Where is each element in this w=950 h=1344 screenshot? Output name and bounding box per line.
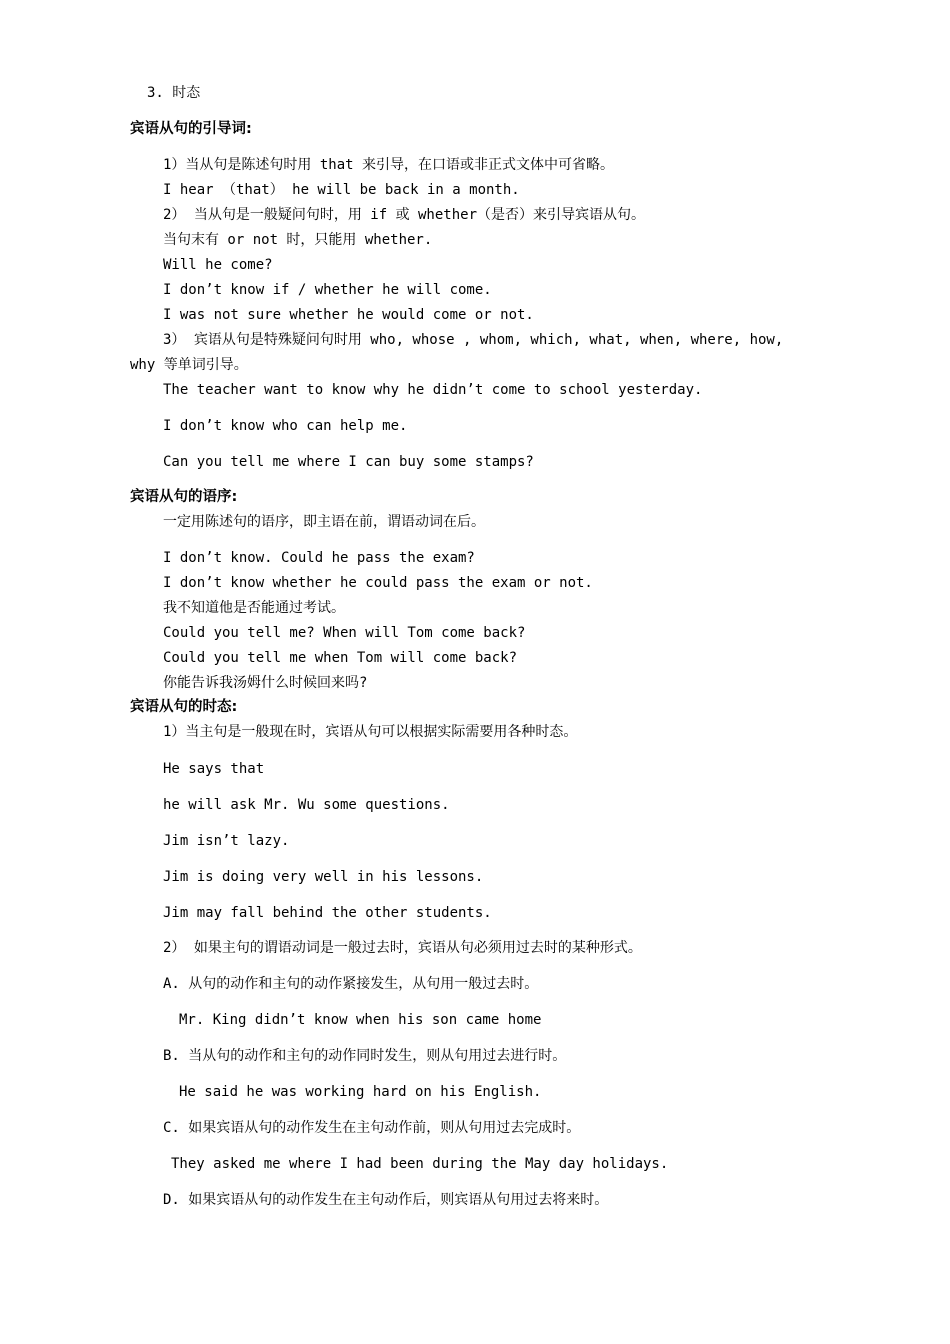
- text-line: A. 从句的动作和主句的动作紧接发生，从句用一般过去时。: [163, 976, 539, 992]
- example-line: They asked me where I had been during the May day holidays.: [171, 1156, 669, 1172]
- text-line: 3） 宾语从句是特殊疑问句时用 who, whose , whom, which, what, when, where, how,: [163, 332, 784, 348]
- heading-connectives: 宾语从句的引导词:: [130, 121, 252, 137]
- example-line: I don’t know if / whether he will come.: [163, 282, 492, 298]
- text-line: B. 当从句的动作和主句的动作同时发生，则从句用过去进行时。: [163, 1048, 567, 1064]
- example-line: Could you tell me? When will Tom come back?: [163, 625, 526, 641]
- text-line: 一定用陈述句的语序，即主语在前，谓语动词在后。: [163, 514, 485, 530]
- text-line: 2） 如果主句的谓语动词是一般过去时，宾语从句必须用过去时的某种形式。: [163, 940, 642, 956]
- example-line: Jim may fall behind the other students.: [163, 905, 492, 921]
- heading-tense: 宾语从句的时态:: [130, 699, 238, 715]
- example-line: He says that: [163, 761, 265, 777]
- text-line: why 等单词引导。: [130, 357, 248, 373]
- translation-line: 你能告诉我汤姆什么时候回来吗?: [163, 675, 368, 691]
- text-line: 当句末有 or not 时，只能用 whether.: [163, 232, 433, 248]
- example-line: Jim isn’t lazy.: [163, 833, 290, 849]
- text-line: 1）当从句是陈述句时用 that 来引导，在口语或非正式文体中可省略。: [163, 157, 614, 173]
- section-number-line: 3. 时态: [147, 85, 201, 101]
- example-line: He said he was working hard on his English.: [179, 1084, 542, 1100]
- text-line: 1）当主句是一般现在时，宾语从句可以根据实际需要用各种时态。: [163, 724, 578, 740]
- translation-line: 我不知道他是否能通过考试。: [163, 600, 345, 616]
- example-line: I don’t know who can help me.: [163, 418, 408, 434]
- example-line: Jim is doing very well in his lessons.: [163, 869, 484, 885]
- example-line: he will ask Mr. Wu some questions.: [163, 797, 450, 813]
- example-line: I don’t know. Could he pass the exam?: [163, 550, 475, 566]
- example-line: Will he come?: [163, 257, 273, 273]
- heading-word-order: 宾语从句的语序:: [130, 489, 238, 505]
- example-line: I hear （that） he will be back in a month.: [163, 182, 520, 198]
- text-line: 2） 当从句是一般疑问句时，用 if 或 whether（是否）来引导宾语从句。: [163, 207, 646, 223]
- example-line: Could you tell me when Tom will come back?: [163, 650, 518, 666]
- text-line: D. 如果宾语从句的动作发生在主句动作后，则宾语从句用过去将来时。: [163, 1192, 609, 1208]
- example-line: I don’t know whether he could pass the exam or not.: [163, 575, 593, 591]
- example-line: Mr. King didn’t know when his son came home: [179, 1012, 542, 1028]
- example-line: The teacher want to know why he didn’t come to school yesterday.: [163, 382, 703, 398]
- text-line: C. 如果宾语从句的动作发生在主句动作前，则从句用过去完成时。: [163, 1120, 581, 1136]
- example-line: Can you tell me where I can buy some stamps?: [163, 454, 534, 470]
- example-line: I was not sure whether he would come or not.: [163, 307, 534, 323]
